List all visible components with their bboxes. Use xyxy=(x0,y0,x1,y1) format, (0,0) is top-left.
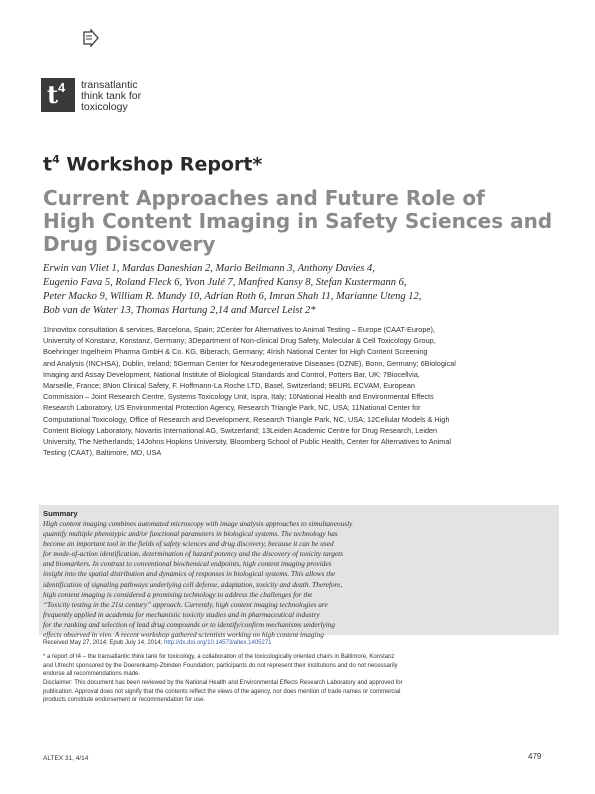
summary-line: for mode-of-action identification, determination of hazard potency and the discovery of toxicity targets xyxy=(43,549,343,559)
summary-line: frequently applied in academia for mechanistic toxicity studies and in pharmaceutical industry xyxy=(43,609,320,619)
affiliation-line: Marseille, France; 8Non Clinical Safety, F. Hoffmann-La Roche LTD, Basel, Switzerland; 9EURL ECVAM, European xyxy=(43,381,415,391)
affiliation-line: Commission – Joint Research Centre, Systems Toxicology Unit, Ispra, Italy; 10National Health and Environmental Effects xyxy=(43,392,434,402)
summary-text xyxy=(43,519,553,640)
author-list xyxy=(43,262,573,318)
footnote-line: and Utrecht sponsored by the Doerenkamp-Zbinden Foundation; participants do not represent their institutions and do not necessarily xyxy=(43,662,398,669)
summary-line: become an important tool in the fields of safety sciences and drug discovery, because it can be used xyxy=(43,539,334,549)
affiliation-line: Computational Toxicology, Office of Research and Development, Research Triangle Park, NC, USA; 12Cellular Models & High xyxy=(43,414,450,424)
report-label-t: t xyxy=(43,153,53,176)
report-label xyxy=(43,153,262,175)
affiliation-line: and Analysis (INCHSA), Dublin, Ireland; 5German Center for Neurodegenerative Diseases (DZNE), Bonn, Germany; 6Biological xyxy=(43,358,456,368)
affiliation-line: Research Laboratory, US Environmental Protection Agency, Research Triangle Park, NC, USA; 11National Center for xyxy=(43,403,421,413)
affiliation-line: Testing (CAAT), Baltimore, MD, USA xyxy=(43,448,162,458)
footnote-line: products constitute endorsement or recommendation for use. xyxy=(43,697,206,703)
summary-line: effects observed in vivo. A recent workshop gathered scientists working on high content imaging xyxy=(43,630,324,640)
footnote-disclaimer xyxy=(43,679,553,705)
footnote-line: Disclaimer: This document has been reviewed by the National Health and Environmental Effects Research Laboratory and approved for xyxy=(43,680,403,686)
title-line: High Content Imaging in Safety Sciences and xyxy=(43,209,553,233)
summary-line: quantify multiple phenotypic and/or functional parameters in biological systems. The technology has xyxy=(43,529,338,539)
affiliation-line: Imaging and Assay Development, National Institute of Biological Standards and Control, Potters Bar, UK; 7Biocellvia, xyxy=(43,369,420,379)
title-line: Drug Discovery xyxy=(43,232,216,256)
logo-sup: 4 xyxy=(58,80,66,95)
summary-line: identification of signaling pathways underlying cell defense, adaptation, toxicity and death. Therefore, xyxy=(43,579,343,589)
author-line: Bob van de Water 13, Thomas Hartung 2,14 and Marcel Leist 2* xyxy=(43,305,316,316)
t4-logo xyxy=(41,78,75,112)
page-number: 479 xyxy=(528,752,542,761)
title-line: Current Approaches and Future Role of xyxy=(43,186,485,210)
footnote-line: endorse all recommendations made. xyxy=(43,671,141,677)
logo-letter: t xyxy=(47,80,59,109)
footnote-line: * a report of t4 – the transatlantic think tank for toxicology, a collaboration of the toxicologically oriented chairs in Baltimore, Konstanz xyxy=(43,654,395,660)
received-text: Received May 27, 2014; Epub July 14, 2014; xyxy=(43,640,165,646)
summary-line: “Toxicity testing in the 21st century” approach. Currently, high content imaging technologies are xyxy=(43,599,328,609)
report-label-rest: Workshop Report* xyxy=(59,153,263,176)
logo-line: toxicology xyxy=(81,101,128,113)
affiliation-line: Content Biology Laboratory, Novartis International AG, Switzerland; 13Leiden Academic Centre for Drug Research, Leiden xyxy=(43,425,438,435)
journal-footer: ALTEX 31, 4/14 xyxy=(43,755,89,762)
received-line xyxy=(43,640,272,646)
author-line: Erwin van Vliet 1, Mardas Daneshian 2, Mario Beilmann 3, Anthony Davies 4, xyxy=(43,263,375,274)
summary-line: insight into the spatial distribution and dynamics of responses in biological systems. This allows the xyxy=(43,569,336,579)
doi-link[interactable]: http://dx.doi.org/10.14573/altex.1405271 xyxy=(164,640,272,646)
summary-line: for the ranking and selection of lead drug compounds or to identify/confirm mechanisms underlying xyxy=(43,619,336,629)
footnote-line: publication. Approval does not signify that the contents reflect the views of the agency, nor does mention of trade names or commercial xyxy=(43,688,401,695)
logo-line: think tank for xyxy=(81,90,142,102)
logo-text xyxy=(81,80,241,113)
affiliation-line: 1Innovitox consultation & services, Barcelona, Spain; 2Center for Alternatives to Animal Testing – Europe (CAAT-Europe), xyxy=(43,325,435,334)
summary-line: and biomarkers. In contrast to conventional biochemical endpoints, high content imaging provides xyxy=(43,559,332,569)
summary-line: high content imaging is considered a promising technology to address the challenges for the xyxy=(43,589,313,599)
author-line: Peter Macko 9, William R. Mundy 10, Adrian Roth 6, Imran Shah 11, Marianne Uteng 12, xyxy=(43,291,422,302)
affiliations xyxy=(43,324,573,458)
summary-line: High content imaging combines automated microscopy with image analysis approaches to simultaneously xyxy=(43,519,353,528)
affiliation-line: University of Konstanz, Konstanz, Germany; 3Department of Non-clinical Drug Safety, Molecular & Cell Toxicology Group, xyxy=(43,336,436,346)
logo-line: transatlantic xyxy=(81,79,138,91)
summary-heading: Summary xyxy=(43,509,78,518)
paper-title xyxy=(43,187,563,256)
arrow-document-icon xyxy=(82,29,100,47)
affiliation-line: University, The Netherlands; 14Johns Hopkins University, Bloomberg School of Public Health, Center for Alternatives to Animal xyxy=(43,437,452,447)
footnote-report xyxy=(43,653,553,679)
author-line: Eugenio Fava 5, Roland Fleck 6, Yvon Julé 7, Manfred Kansy 8, Stefan Kustermann 6, xyxy=(43,277,407,288)
report-label-sup: 4 xyxy=(52,153,60,166)
affiliation-line: Boehringer Ingelheim Pharma GmbH & Co. KG, Biberach, Germany; 4Irish National Center for High Content Screening xyxy=(43,347,428,357)
